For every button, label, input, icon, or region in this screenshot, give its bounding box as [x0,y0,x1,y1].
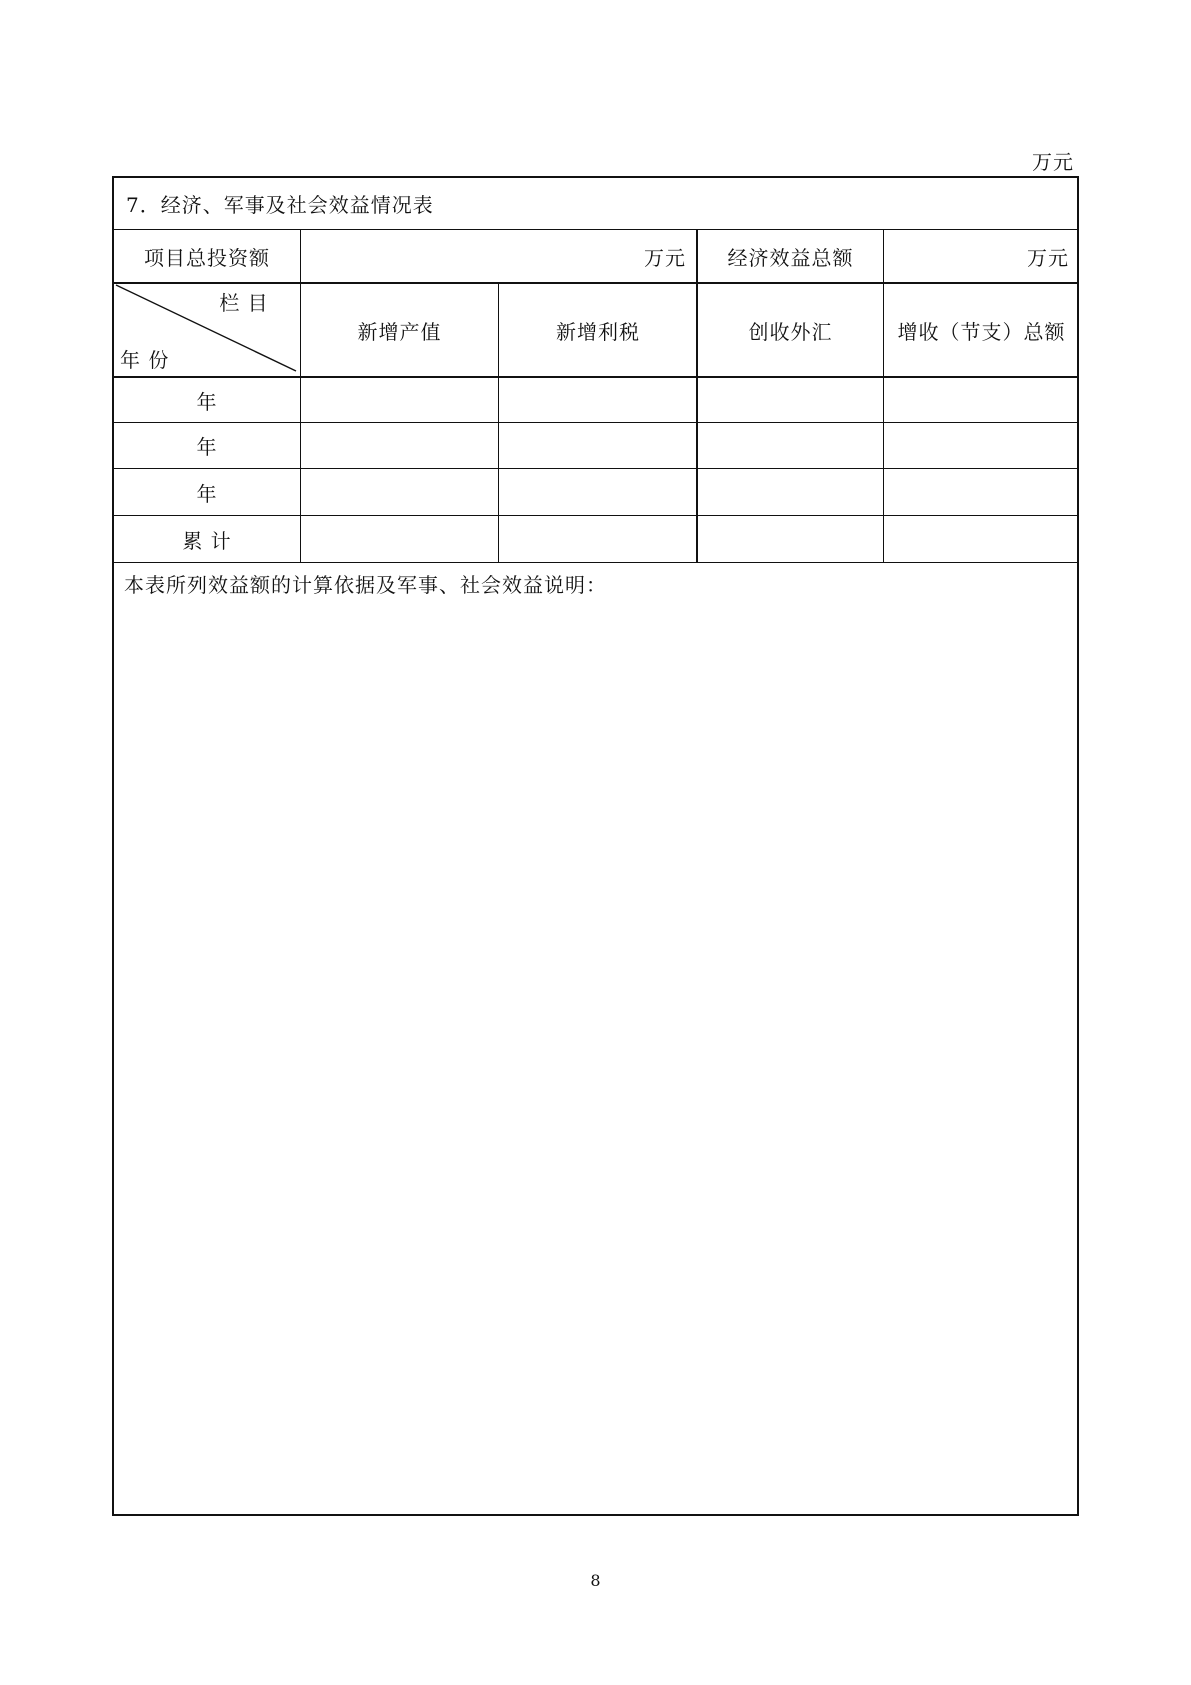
table-cell[interactable] [499,423,697,468]
benefit-table [112,176,1079,1516]
table-cell[interactable] [698,423,883,468]
divider [300,230,301,563]
table-cell[interactable] [698,516,883,562]
notes-label: 本表所列效益额的计算依据及军事、社会效益说明： [124,572,607,597]
table-cell[interactable] [698,378,883,422]
table-cell[interactable] [301,469,498,515]
benefit-unit: 万元 [1027,246,1069,270]
column-header: 新增产值 [357,320,442,344]
table-cell[interactable] [499,516,697,562]
row-label: 年 [196,435,218,459]
column-header: 创收外汇 [748,320,833,344]
total-row-label: 累 计 [182,528,232,553]
column-header: 新增利税 [556,320,640,344]
table-cell[interactable] [884,469,1079,515]
table-cell[interactable] [301,423,498,468]
investment-field[interactable] [301,230,696,283]
table-cell[interactable] [884,378,1079,422]
table-cell[interactable] [698,469,883,515]
divider [498,284,499,563]
table-cell[interactable] [884,423,1079,468]
row-label: 年 [196,481,218,506]
benefit-label: 经济效益总额 [727,246,854,270]
benefit-field[interactable] [884,230,1079,283]
divider [114,562,1079,563]
divider [883,230,884,563]
unit-label: 万元 [1032,150,1074,174]
corner-bottom-label: 年 份 [120,347,170,372]
table-cell[interactable] [499,469,697,515]
investment-unit: 万元 [644,246,686,270]
column-header: 增收（节支）总额 [897,320,1066,344]
table-cell[interactable] [301,378,498,422]
investment-label: 项目总投资额 [144,246,270,270]
table-cell[interactable] [301,516,498,562]
row-label: 年 [196,389,218,414]
table-cell[interactable] [499,378,697,422]
table-cell[interactable] [884,516,1079,562]
notes-area[interactable] [114,600,1079,1514]
corner-top-label: 栏 目 [219,290,269,315]
divider [696,230,698,563]
page-number: 8 [590,1571,601,1590]
section-title: 7．经济、军事及社会效益情况表 [126,193,434,217]
